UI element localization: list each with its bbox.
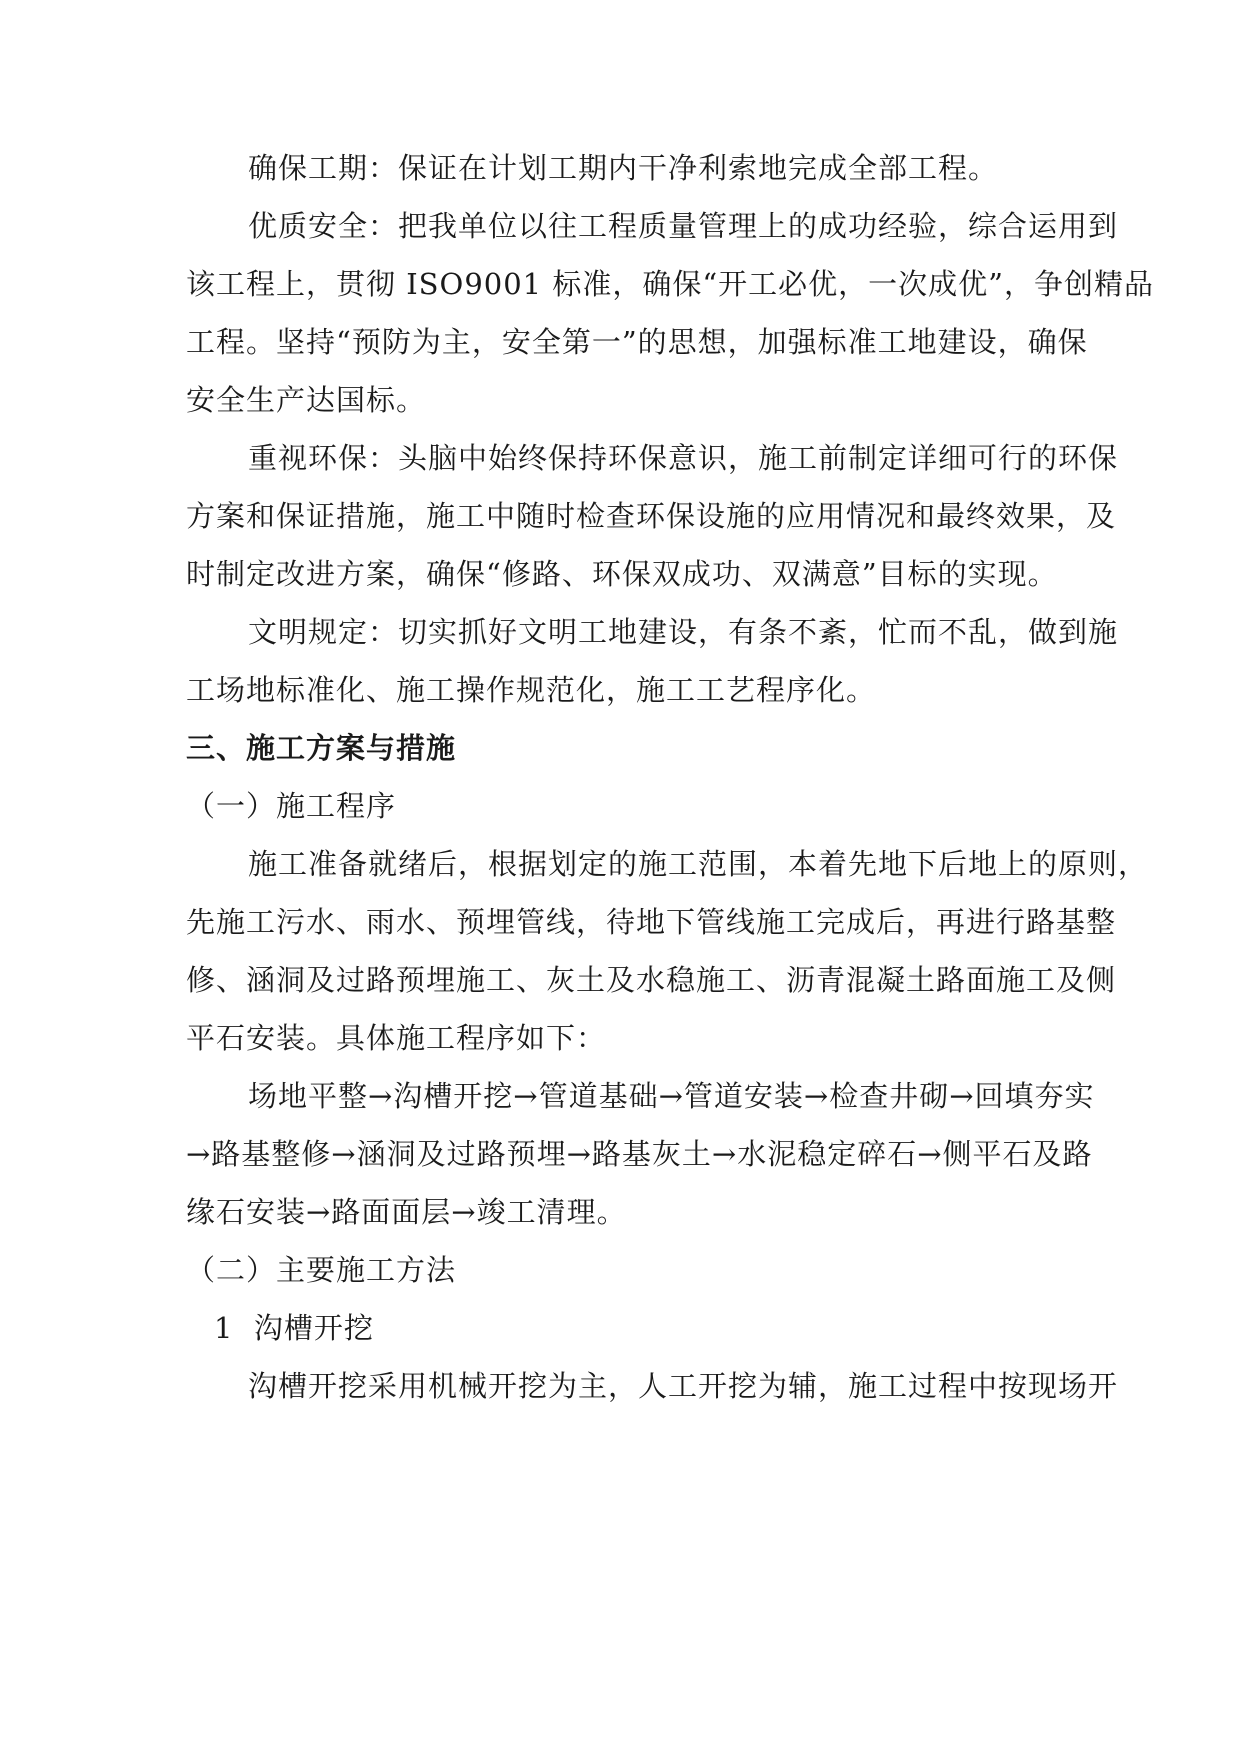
paragraph-procedure-line: 施工准备就绪后，根据划定的施工范围，本着先地下后地上的原则， bbox=[248, 847, 1149, 881]
paragraph-procedure-line: 平石安装。具体施工程序如下： bbox=[186, 1021, 607, 1055]
paragraph-trench-line: 沟槽开挖采用机械开挖为主，人工开挖为辅，施工过程中按现场开 bbox=[248, 1369, 1119, 1403]
subsection-heading: （二）主要施工方法 bbox=[186, 1253, 457, 1287]
item-heading: 1 沟槽开挖 bbox=[214, 1311, 374, 1345]
section-heading: 三、施工方案与措施 bbox=[186, 731, 457, 765]
paragraph-quality-line: 优质安全：把我单位以往工程质量管理上的成功经验，综合运用到 bbox=[248, 209, 1119, 243]
paragraph-quality-line: 安全生产达国标。 bbox=[186, 383, 427, 417]
paragraph-procedure-line: 先施工污水、雨水、预埋管线，待地下管线施工完成后，再进行路基整 bbox=[186, 905, 1117, 939]
paragraph-environment-line: 时制定改进方案，确保“修路、环保双成功、双满意”目标的实现。 bbox=[186, 557, 1058, 591]
paragraph-sequence-line: →路基整修→涵洞及过路预埋→路基灰土→水泥稳定碎石→侧平石及路 bbox=[186, 1137, 1093, 1171]
paragraph-civility-line: 文明规定：切实抓好文明工地建设，有条不紊，忙而不乱，做到施 bbox=[248, 615, 1119, 649]
paragraph-sequence-line: 场地平整→沟槽开挖→管道基础→管道安装→检查井砌→回填夯实 bbox=[248, 1079, 1095, 1113]
paragraph-quality-line: 工程。坚持“预防为主，安全第一”的思想，加强标准工地建设，确保 bbox=[186, 325, 1088, 359]
subsection-heading: （一）施工程序 bbox=[186, 789, 397, 823]
paragraph-environment-line: 重视环保：头脑中始终保持环保意识，施工前制定详细可行的环保 bbox=[248, 441, 1119, 475]
paragraph-civility-line: 工场地标准化、施工操作规范化，施工工艺程序化。 bbox=[186, 673, 877, 707]
paragraph-environment-line: 方案和保证措施，施工中随时检查环保设施的应用情况和最终效果，及 bbox=[186, 499, 1117, 533]
paragraph-procedure-line: 修、涵洞及过路预埋施工、灰土及水稳施工、沥青混凝土路面施工及侧 bbox=[186, 963, 1117, 997]
paragraph-sequence-line: 缘石安装→路面面层→竣工清理。 bbox=[186, 1195, 627, 1229]
paragraph-schedule-line: 确保工期：保证在计划工期内干净利索地完成全部工程。 bbox=[248, 151, 999, 185]
paragraph-quality-line: 该工程上，贯彻 ISO9001 标准，确保“开工必优，一次成优”，争创精品 bbox=[186, 267, 1154, 301]
